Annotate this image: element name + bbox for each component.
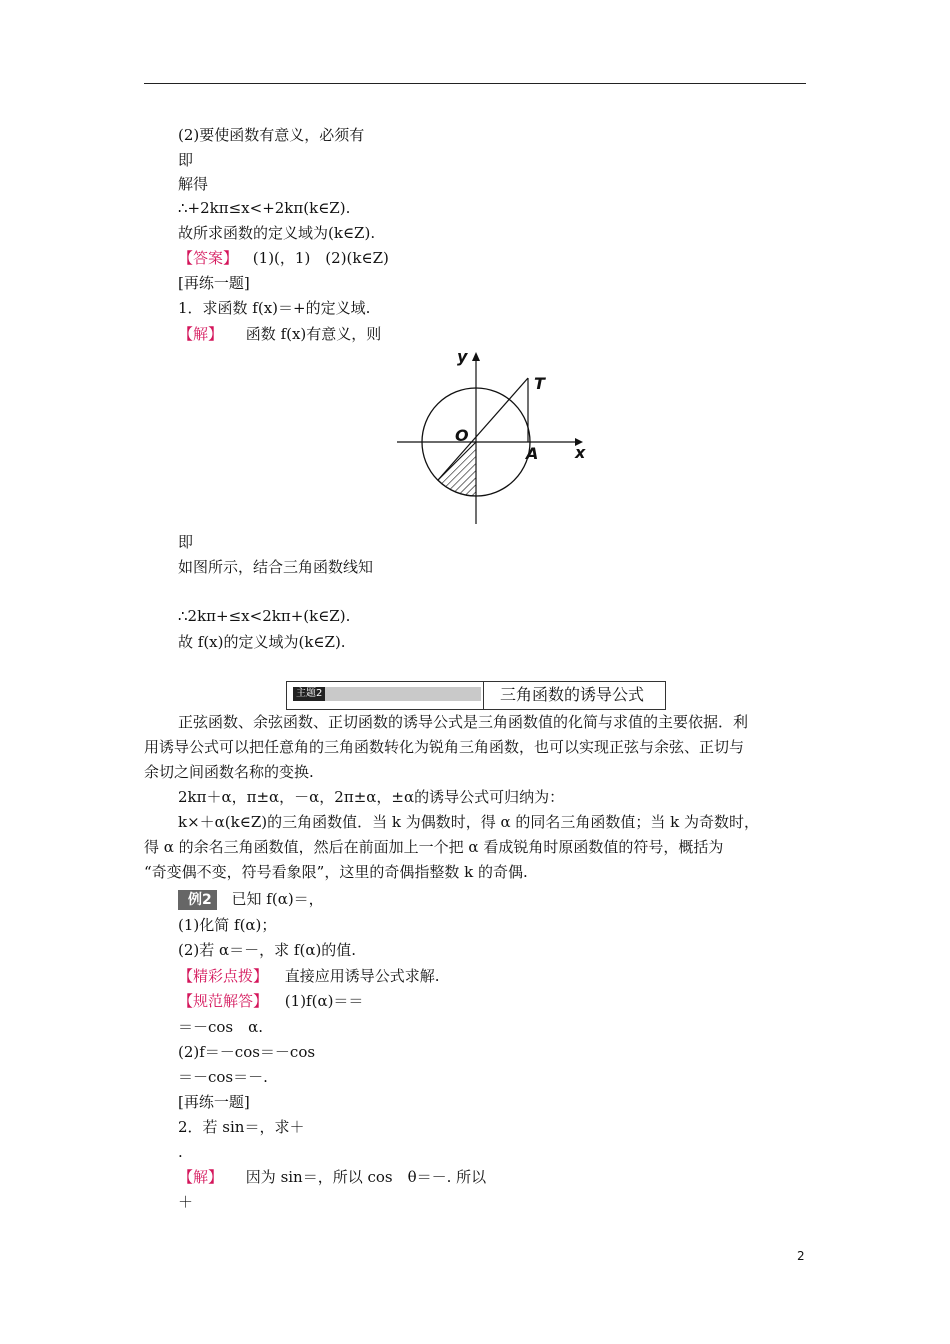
text-line: ＝－cos＝－.	[178, 1068, 268, 1086]
topic-title: 三角函数的诱导公式	[500, 685, 645, 704]
label-y: y	[457, 347, 468, 366]
topic-badge-bar	[293, 687, 481, 701]
hint-tag: 【精彩点拨】	[178, 967, 269, 985]
text-line: 1．求函数 f(x)＝+的定义域.	[178, 299, 371, 317]
text-line: 如图所示，结合三角函数线知	[178, 558, 374, 576]
text-line: (2)若 α＝－，求 f(α)的值.	[178, 941, 357, 959]
paragraph-line: 用诱导公式可以把任意角的三角函数转化为锐角三角函数，也可以实现正弦与余弦、正切与	[144, 738, 745, 756]
y-axis-arrow	[472, 352, 480, 361]
text-line: 故 f(x)的定义域为(k∈Z).	[178, 633, 346, 651]
text-line: ＝－cos α.	[178, 1018, 264, 1036]
page-number: 2	[797, 1249, 805, 1263]
paragraph-line: k×＋α(k∈Z)的三角函数值．当 k 为偶数时，得 α 的同名三角函数值；当 k 为奇数时，	[178, 813, 760, 831]
text-line: (2)要使函数有意义，必须有	[178, 126, 365, 144]
header-rule	[144, 83, 806, 84]
paragraph-line: 正弦函数、余弦函数、正切函数的诱导公式是三角函数值的化简与求值的主要依据．利	[178, 713, 749, 731]
example-line	[178, 889, 324, 910]
solution-line	[178, 324, 381, 344]
text-line: 故所求函数的定义域为(k∈Z).	[178, 224, 376, 242]
text-line: ∴2kπ+≤x<2kπ+(k∈Z).	[178, 607, 351, 625]
paragraph-line: 2kπ＋α，π±α，－α，2π±α，±α的诱导公式可归纳为：	[178, 788, 565, 806]
solution-tag: 【解】	[178, 1168, 224, 1186]
solution-tag: 【解】	[178, 325, 224, 343]
text-line: [再练一题]	[178, 1093, 250, 1111]
unit-circle-diagram	[395, 346, 595, 528]
paragraph-line: “奇变偶不变，符号看象限”，这里的奇偶指整数 k 的奇偶.	[144, 863, 528, 881]
paragraph-line: 余切之间函数名称的变换.	[144, 763, 314, 781]
shaded-sector	[438, 442, 476, 496]
text-line: .	[178, 1143, 183, 1161]
solution-line	[178, 991, 363, 1011]
text-line: 即	[178, 533, 194, 551]
solution-text: 函数 f(x)有意义，则	[245, 325, 382, 343]
text-line: 即	[178, 151, 194, 169]
text-line: [再练一题]	[178, 274, 250, 292]
answer-text: (1)(，1) (2)(k∈Z)	[252, 249, 389, 267]
label-a: A	[526, 444, 539, 463]
solution-text: 因为 sin＝，所以 cos θ＝－. 所以	[245, 1168, 487, 1186]
label-o: O	[455, 426, 469, 445]
text-line: ＋	[178, 1193, 194, 1211]
label-t: T	[534, 374, 545, 393]
paragraph-line: 得 α 的余名三角函数值，然后在前面加上一个把 α 看成锐角时原函数值的符号，概括为	[144, 838, 724, 856]
example-badge: 例2	[178, 890, 217, 910]
answer-tag: 【答案】	[178, 249, 239, 267]
solution-tag: 【规范解答】	[178, 992, 269, 1010]
text-line: (1)化简 f(α)；	[178, 916, 277, 934]
topic-header-box	[286, 681, 666, 710]
topic-badge: 主题2	[293, 687, 325, 701]
text-line: ∴+2kπ≤x<+2kπ(k∈Z).	[178, 199, 351, 217]
label-x: x	[575, 443, 586, 462]
text-line: 解得	[178, 175, 209, 193]
text-line: (2)f＝－cos＝－cos	[178, 1043, 316, 1061]
topic-divider	[483, 682, 484, 709]
solution-line	[178, 1167, 486, 1187]
answer-line	[178, 248, 389, 268]
hint-text: 直接应用诱导公式求解.	[284, 967, 440, 985]
hint-line	[178, 966, 440, 986]
text-line: 2．若 sin＝，求＋	[178, 1118, 305, 1136]
solution-text: (1)f(α)＝＝	[284, 992, 364, 1010]
example-text: 已知 f(α)＝，	[231, 890, 324, 908]
